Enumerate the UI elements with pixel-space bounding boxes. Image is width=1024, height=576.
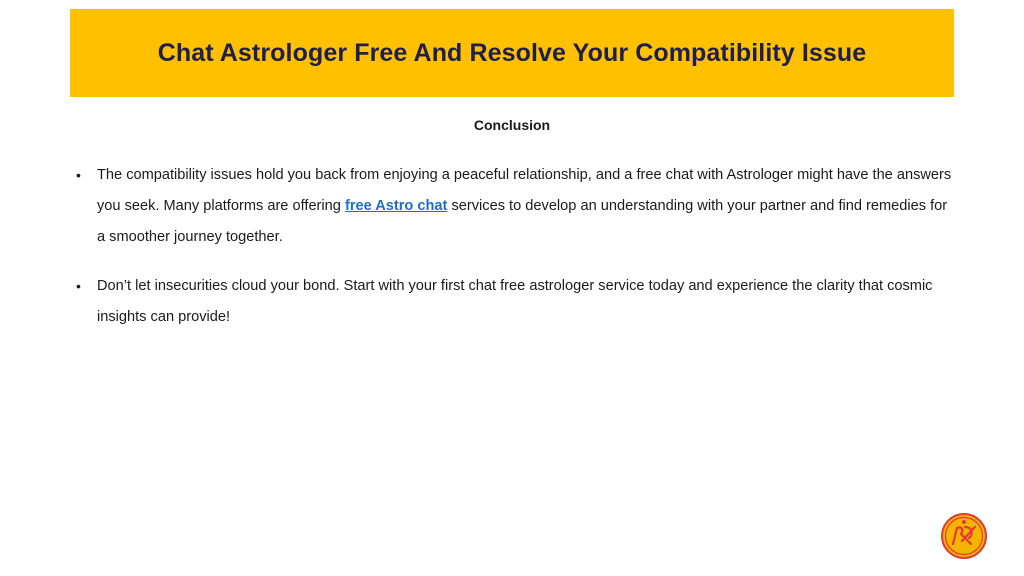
free-astro-chat-link[interactable]: free Astro chat (344, 198, 448, 214)
bullet-icon: • (76, 278, 81, 294)
bullet-item (76, 160, 956, 253)
bullet-item (76, 271, 956, 333)
bullet-text-after-link: services to develop an understanding with your partner and find remedies for a smoother journey together. (97, 198, 948, 245)
bullet-text-before-link: The compatibility issues hold you back from enjoying a peaceful relationship, and a free chat with Astrologer might have the answers you seek. Many platforms are offering (97, 167, 952, 214)
astrology-brand-logo-icon (941, 513, 987, 559)
slide-title: Chat Astrologer Free And Resolve Your Compatibility Issue (157, 38, 867, 67)
bullet-list (76, 160, 956, 333)
section-heading: Conclusion (473, 117, 551, 133)
bullet-icon: • (76, 167, 81, 183)
title-banner (70, 9, 954, 97)
bullet-text: Don’t let insecurities cloud your bond. Start with your first chat free astrologer service today and experience the clarity that cosmic insights can provide! (97, 278, 933, 325)
